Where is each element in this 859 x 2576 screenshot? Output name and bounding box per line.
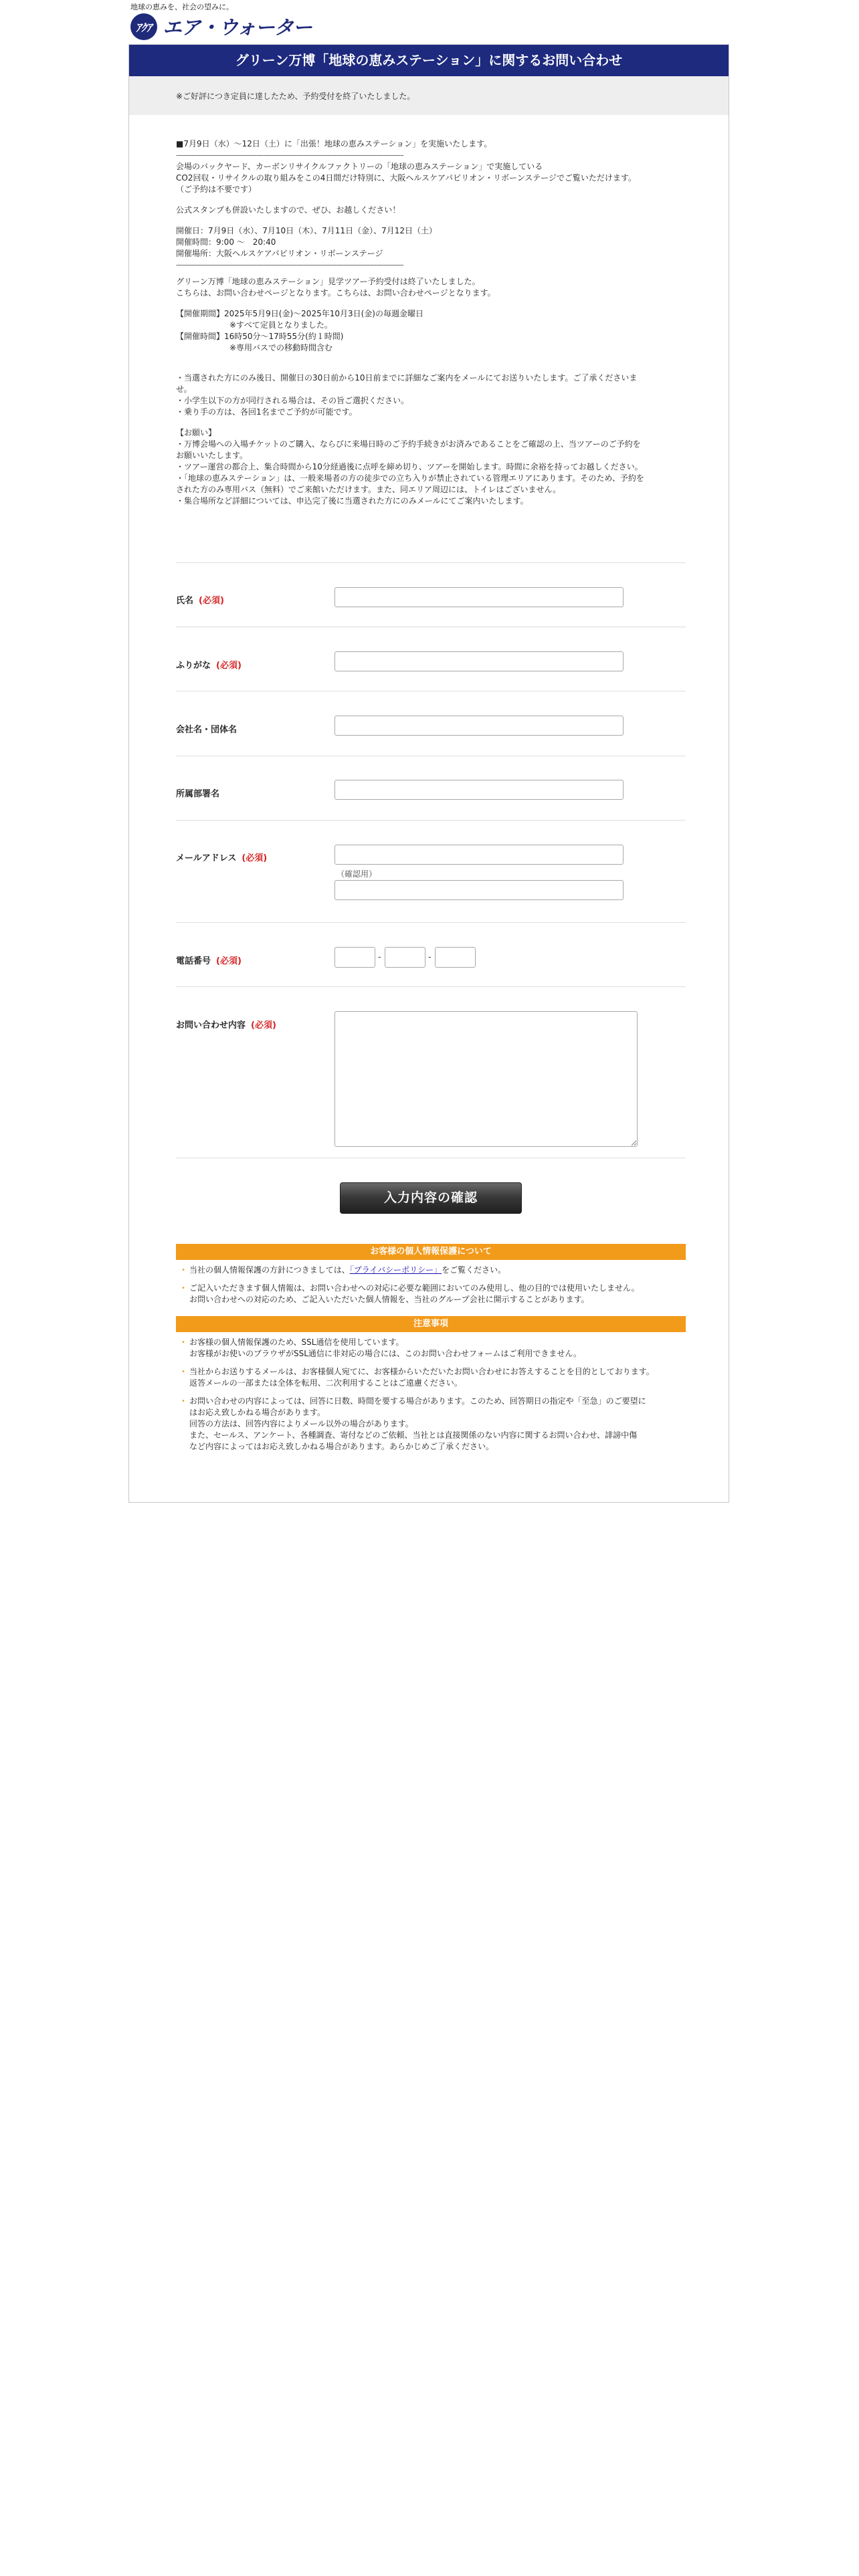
phone-separator: - [428, 952, 432, 962]
row-divider [176, 922, 686, 923]
row-divider [176, 986, 686, 987]
department-label: 所属部署名 [176, 789, 220, 799]
info-text: 開催日：7月9日（水）、7月10日（木）、7月11日（金）、7月12日（土） [176, 226, 437, 235]
info-text: 開催時間：9:00 〜 20:40 [176, 237, 276, 247]
info-text: ・乗り手の方は、各回1名までご予約が可能です。 [176, 407, 357, 417]
divider: ------------------------------------------------------------------------------------------------------ [176, 150, 403, 160]
info-text: 公式スタンプも併設いたしますので、ぜひ、お越しください！ [176, 205, 401, 215]
list-item: ・ お問い合わせの内容によっては、回答に日数、時間を要する場合があります。このため、回答期日の指定や「至急」のご要望に はお応え致しかねる場合があります。 回答の方法は、回答内容によりメール以外の場合があります。 また、セールス、アンケート、各種調査、寄付などのご依頼、当社とは直接関係のない内容に関するお問い合わせ、誹謗中傷 など内容によってはお応え致しかねる場合があります。あらかじめご了承ください。 [179, 1396, 646, 1451]
required-mark: (必須) [216, 661, 242, 671]
privacy-header: お客様の個人情報保護について [176, 1244, 686, 1260]
inquiry-textarea[interactable] [335, 1011, 638, 1147]
email-confirm-label: （確認用） [337, 869, 377, 879]
notes-header: 注意事項 [176, 1316, 686, 1332]
info-text: グリーン万博「地球の恵みステーション」見学ツアー予約受付は終了いたしました。 [176, 277, 480, 286]
bullet-icon: ・ [179, 1367, 188, 1376]
row-divider [176, 562, 686, 563]
info-text: せ。 [176, 385, 192, 394]
phone-input-1[interactable] [335, 947, 375, 968]
list-item: ・ お客様の個人情報保護のため、SSL通信を使用しています。 お客様がお使いのブラウザがSSL通信に非対応の場合には、このお問い合わせフォームはご利用できません。 [179, 1337, 582, 1358]
info-text: こちらは、お問い合わせページとなります。こちらは、お問い合わせページとなります。 [176, 288, 496, 298]
kana-input[interactable] [335, 651, 624, 671]
company-label: 会社名・団体名 [176, 725, 237, 735]
brand-logo[interactable] [129, 0, 330, 41]
info-text: ・ツアー運営の都合上、集合時間から10分経過後に点呼を締め切り、ツアーを開始します。時間に余裕を持ってお越しください。 [176, 462, 643, 471]
email-label: メールアドレス (必須) [176, 853, 268, 863]
info-text: 【お願い】 [176, 428, 217, 437]
privacy-policy-link[interactable]: 「プライバシーポリシー」 [349, 1265, 442, 1275]
info-text: 【開催期間】2025年5月9日(金)〜2025年10月3日(金)の毎週金曜日 [176, 309, 423, 318]
info-text: ・万博会場への入場チケットのご購入、ならびに来場日時のご予約手続きがお済みであることをご確認の上、当ツアーのご予約を [176, 439, 641, 449]
event-info [176, 138, 686, 507]
bullet-icon: ・ [179, 1283, 188, 1293]
info-text: された方のみ専用バス（無料）でご来館いただけます。また、同エリア周辺には、トイレはございません。 [176, 485, 561, 494]
info-text: ※すべて定員となりました。 [229, 320, 332, 330]
info-text: CO2回収・リサイクルの取り組みをこの4日間だけ特別に、大阪ヘルスケアパビリオン・リボーンステージでご覧いただけます。 [176, 173, 636, 183]
inquiry-label: お問い合わせ内容 (必須) [176, 1021, 276, 1031]
info-text: 開催場所：大阪ヘルスケアパビリオン・リボーンステージ [176, 249, 383, 258]
phone-separator: - [378, 952, 381, 962]
info-text: ■7月9日（水）〜12日（土）に「出張！地球の恵みステーション」を実施いたします。 [176, 139, 492, 148]
info-text: （ご予約は不要です） [176, 185, 257, 194]
phone-input-2[interactable] [385, 947, 425, 968]
page-title: グリーン万博「地球の恵みステーション」に関するお問い合わせ [129, 45, 729, 76]
info-text: 会場のバックヤード、カーボンリサイクルファクトリーの「地球の恵みステーション」で実施している [176, 162, 543, 171]
info-text: 【開催時間】16時50分〜17時55分(約１時間) [176, 332, 344, 341]
info-text: ・集合場所など詳細については、申込完了後に当選された方にのみメールにてご案内いたします。 [176, 496, 529, 506]
list-item: ・ 当社の個人情報保護の方針につきましては、「プライバシーポリシー」をご覧ください。 [179, 1265, 506, 1275]
list-item: ・ 当社からお送りするメールは、お客様個人宛てに、お客様からいただいたお問い合わせにお答えすることを目的としております。 返答メールの一部または全体を転用、二次利用することはご遠慮ください。 [179, 1367, 654, 1388]
inquiry-form-panel [128, 44, 729, 1503]
notes-list [176, 1337, 686, 1459]
required-mark: (必須) [216, 956, 242, 966]
email-input[interactable] [335, 845, 624, 865]
divider: ------------------------------------------------------------------------------------------------------ [176, 260, 403, 270]
required-mark: (必須) [251, 1021, 276, 1031]
required-mark: (必須) [199, 596, 224, 606]
department-input[interactable] [335, 780, 624, 800]
info-text: ・当選された方にのみ後日、開催日の30日前から10日前までに詳細なご案内をメールにてお送りいたします。ご了承くださいま [176, 373, 638, 383]
notice-text: ※ご好評につき定員に達したため、予約受付を終了いたしました。 [176, 92, 415, 101]
bullet-icon: ・ [179, 1265, 188, 1275]
info-text: ※専用バスでの移動時間含む [229, 343, 333, 352]
logo-mark-text: ｱｸｱ [136, 21, 153, 34]
company-input[interactable] [335, 716, 624, 736]
info-text: お願いいたします。 [176, 451, 248, 460]
logo-mark-icon [130, 13, 157, 40]
info-text: ・小学生以下の方が同行される場合は、その旨ご選択ください。 [176, 396, 409, 405]
bullet-icon: ・ [179, 1396, 188, 1406]
confirm-button[interactable]: 入力内容の確認 [340, 1182, 522, 1214]
phone-label: 電話番号 (必須) [176, 956, 242, 966]
bullet-icon: ・ [179, 1337, 188, 1347]
privacy-list [176, 1265, 686, 1312]
phone-input-3[interactable] [435, 947, 476, 968]
list-item: ・ ご記入いただきます個人情報は、お問い合わせへの対応に必要な範囲においてのみ使用し、他の目的では使用いたしません。 お問い合わせへの対応のため、ご記入いただいた個人情報を、当社のグループ会社に開示することがあります。 [179, 1283, 640, 1304]
name-input[interactable] [335, 587, 624, 607]
info-text: ・「地球の恵みステーション」は、一般来場者の方の徒歩での立ち入りが禁止されている管理エリアにあります。そのため、予約を [176, 473, 644, 483]
name-label: 氏名 (必須) [176, 596, 224, 606]
notice-bar [129, 76, 729, 115]
logo-wordmark: エア・ウォーター [163, 16, 312, 39]
email-confirm-input[interactable] [335, 880, 624, 900]
kana-label: ふりがな (必須) [176, 661, 242, 671]
row-divider [176, 820, 686, 821]
required-mark: (必須) [242, 853, 268, 863]
brand-tagline: 地球の恵みを、社会の望みに。 [130, 3, 233, 11]
